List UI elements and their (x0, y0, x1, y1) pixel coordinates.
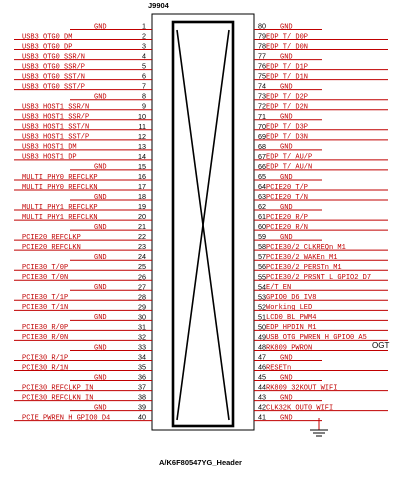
right-pin-number: 47 (258, 352, 266, 362)
left-net-label: MULTI PHY1 REFCLKN (22, 213, 98, 222)
right-net-label: EDP T/ D2N (266, 103, 309, 112)
right-net-label: GND (280, 233, 293, 242)
left-net-label: GND (94, 223, 107, 232)
left-net-label: PCIE30 REFCLKN IN (22, 394, 94, 403)
right-net-label: EDP T/ D1P (266, 63, 309, 72)
left-net-label: PCIE PWREN H GPIO0 D4 (22, 414, 111, 423)
left-pin-number: 27 (138, 282, 146, 292)
right-pin-number: 63 (258, 192, 266, 202)
left-net-label: USB3 HOST1 DP (22, 153, 77, 162)
right-pin-number: 54 (258, 282, 266, 292)
left-net-label: USB3 HOST1 SST/P (22, 133, 90, 142)
left-net-label: USB3 OTG0 SSR/N (22, 53, 86, 62)
right-pin-number: 78 (258, 41, 266, 51)
right-net-label: GND (280, 374, 293, 383)
right-pin-number: 45 (258, 372, 266, 382)
left-net-label: PCIE20 REFCLKN (22, 243, 81, 252)
right-pin-number: 46 (258, 362, 266, 372)
right-pin-number: 48 (258, 342, 266, 352)
left-pin-number: 39 (138, 402, 146, 412)
left-pin-number: 22 (138, 232, 146, 242)
left-pin-number: 38 (138, 392, 146, 402)
right-net-label: PCIE20 T/P (266, 183, 309, 192)
right-net-label: GND (280, 414, 293, 423)
right-net-label: RK809 32KOUT WIFI (266, 384, 338, 393)
left-net-label: USB3 OTG0 DM (22, 33, 73, 42)
left-net-label: PCIE30 R/1P (22, 354, 69, 363)
left-pin-number: 35 (138, 362, 146, 372)
right-pin-number: 52 (258, 302, 266, 312)
right-net-label: USB OTG PWREN H GPIO0 A5 (266, 334, 367, 343)
right-net-label: E/T EN (266, 284, 292, 293)
left-net-label: GND (94, 193, 107, 202)
right-net-label: GND (280, 143, 293, 152)
left-net-label: PCIE30 REFCLKP IN (22, 384, 94, 393)
right-net-label: EDP HPDIN M1 (266, 324, 317, 333)
left-pin-number: 26 (138, 272, 146, 282)
right-pin-number: 65 (258, 171, 266, 181)
right-net-label: EDP T/ D3P (266, 123, 309, 132)
right-net-label: GND (280, 83, 293, 92)
right-pin-number: 72 (258, 101, 266, 111)
left-net-label: GND (94, 344, 107, 353)
right-pin-number: 59 (258, 232, 266, 242)
left-pin-number: 7 (142, 81, 146, 91)
left-net-label: MULTI PHY0 REFCLKP (22, 173, 98, 182)
right-pin-number: 43 (258, 392, 266, 402)
right-net-label: GND (280, 23, 293, 32)
right-pin-number: 49 (258, 332, 266, 342)
left-net-label: USB3 HOST1 SSR/N (22, 103, 90, 112)
right-pin-number: 58 (258, 242, 266, 252)
right-net-label: GND (280, 113, 293, 122)
left-net-label: GND (94, 253, 107, 262)
right-pin-number: 76 (258, 61, 266, 71)
left-pin-number: 19 (138, 202, 146, 212)
right-net-label: CLK32K OUT0 WIFI (266, 404, 334, 413)
right-pin-number: 55 (258, 272, 266, 282)
right-pin-number: 68 (258, 141, 266, 151)
left-net-label: MULTI PHY1 REFCLKP (22, 203, 98, 212)
right-net-label: Working LED (266, 304, 313, 313)
left-pin-number: 13 (138, 141, 146, 151)
right-net-label: GPIO0 D6 IV8 (266, 294, 317, 303)
right-net-label: GND (280, 173, 293, 182)
left-pin-number: 5 (142, 61, 146, 71)
right-pin-number: 75 (258, 71, 266, 81)
connector-designator: J9904 (148, 1, 169, 10)
right-net-label: PCIE30/2 CLKREQn M1 (266, 243, 346, 252)
left-net-label: USB3 OTG0 DP (22, 43, 73, 52)
left-net-label: GND (94, 374, 107, 383)
left-pin-number: 36 (138, 372, 146, 382)
right-pin-number: 64 (258, 181, 266, 191)
right-pin-number: 71 (258, 111, 266, 121)
right-net-label: PCIE30/2 PRSNT L GPIO2 D7 (266, 274, 372, 283)
left-net-label: PCIE30 R/0P (22, 324, 69, 333)
left-net-label: USB3 HOST1 SSR/P (22, 113, 90, 122)
left-net-label: PCIE30 T/0P (22, 264, 69, 273)
left-net-label: PCIE30 T/0N (22, 274, 69, 283)
left-pin-number: 4 (142, 51, 146, 61)
left-net-label: GND (94, 314, 107, 323)
connector-part-number: A/K6F80547YG_Header (159, 458, 242, 467)
right-pin-number: 61 (258, 212, 266, 222)
right-pin-number: 73 (258, 91, 266, 101)
right-net-label: EDP T/ D2P (266, 93, 309, 102)
left-pin-number: 25 (138, 262, 146, 272)
right-net-label: EDP T/ D0N (266, 43, 309, 52)
right-net-label: EDP T/ D1N (266, 73, 309, 82)
right-net-label: PCIE20 R/P (266, 213, 309, 222)
left-pin-number: 1 (142, 21, 146, 31)
right-pin-number: 56 (258, 262, 266, 272)
left-pin-number: 16 (138, 171, 146, 181)
left-net-label: GND (94, 163, 107, 172)
right-net-label: PCIE20 R/N (266, 223, 309, 232)
left-net-label: GND (94, 23, 107, 32)
right-pin-number: 44 (258, 382, 266, 392)
right-pin-number: 79 (258, 31, 266, 41)
right-net-label: GND (280, 394, 293, 403)
right-pin-number: 77 (258, 51, 266, 61)
left-pin-number: 24 (138, 252, 146, 262)
left-pin-number: 8 (142, 91, 146, 101)
right-pin-number: 50 (258, 322, 266, 332)
left-pin-number: 3 (142, 41, 146, 51)
right-net-label: EDP T/ AU/N (266, 163, 313, 172)
left-pin-number: 18 (138, 192, 146, 202)
left-pin-number: 30 (138, 312, 146, 322)
right-net-label: EDP T/ D0P (266, 33, 309, 42)
left-pin-number: 31 (138, 322, 146, 332)
left-pin-number: 15 (138, 161, 146, 171)
left-pin-number: 12 (138, 131, 146, 141)
left-pin-number: 23 (138, 242, 146, 252)
left-pin-number: 11 (138, 121, 146, 131)
right-net-label: RESETn (266, 364, 292, 373)
left-pin-number: 32 (138, 332, 146, 342)
right-pin-number: 70 (258, 121, 266, 131)
left-pin-number: 29 (138, 302, 146, 312)
left-net-label: USB3 HOST1 SST/N (22, 123, 90, 132)
right-pin-number: 62 (258, 202, 266, 212)
left-pin-number: 10 (138, 111, 146, 121)
left-net-label: PCIE30 T/1N (22, 304, 69, 313)
right-pin-number: 51 (258, 312, 266, 322)
left-net-label: GND (94, 93, 107, 102)
side-note: OGT (372, 341, 390, 350)
left-net-label: MULTI PHY0 REFCLKN (22, 183, 98, 192)
right-pin-number: 41 (258, 412, 266, 422)
left-pin-number: 21 (138, 222, 146, 232)
right-net-label: GND (280, 53, 293, 62)
right-pin-number: 57 (258, 252, 266, 262)
left-net-label: GND (94, 404, 107, 413)
left-pin-number: 20 (138, 212, 146, 222)
left-net-label: USB3 OTG0 SST/P (22, 83, 86, 92)
right-pin-number: 69 (258, 131, 266, 141)
left-net-label: PCIE30 R/1N (22, 364, 69, 373)
right-pin-number: 67 (258, 151, 266, 161)
right-net-label: EDP T/ D3N (266, 133, 309, 142)
left-net-label: PCIE30 R/0N (22, 334, 69, 343)
right-net-label: PCIE30/2 WAKEn M1 (266, 253, 338, 262)
left-pin-number: 40 (138, 412, 146, 422)
right-net-label: PCIE30/2 PERSTn M1 (266, 264, 342, 273)
right-net-label: RK809 PWRON (266, 344, 313, 353)
right-pin-number: 60 (258, 222, 266, 232)
left-net-label: PCIE20 REFCLKP (22, 233, 81, 242)
left-net-label: USB3 HOST1 DM (22, 143, 77, 152)
left-pin-number: 14 (138, 151, 146, 161)
left-net-label: PCIE30 T/1P (22, 294, 69, 303)
right-pin-number: 74 (258, 81, 266, 91)
left-pin-number: 28 (138, 292, 146, 302)
left-pin-number: 9 (142, 101, 146, 111)
right-net-label: LCD0 BL PWM4 (266, 314, 317, 323)
left-pin-number: 34 (138, 352, 146, 362)
left-net-label: GND (94, 284, 107, 293)
right-pin-number: 66 (258, 161, 266, 171)
right-pin-number: 80 (258, 21, 266, 31)
right-pin-number: 42 (258, 402, 266, 412)
left-pin-number: 2 (142, 31, 146, 41)
right-pin-number: 53 (258, 292, 266, 302)
left-net-label: USB3 OTG0 SST/N (22, 73, 86, 82)
left-pin-number: 17 (138, 181, 146, 191)
left-pin-number: 37 (138, 382, 146, 392)
right-net-label: EDP T/ AU/P (266, 153, 313, 162)
right-net-label: PCIE20 T/N (266, 193, 309, 202)
right-net-label: GND (280, 354, 293, 363)
left-pin-number: 6 (142, 71, 146, 81)
right-net-label: GND (280, 203, 293, 212)
left-pin-number: 33 (138, 342, 146, 352)
left-net-label: USB3 OTG0 SSR/P (22, 63, 86, 72)
